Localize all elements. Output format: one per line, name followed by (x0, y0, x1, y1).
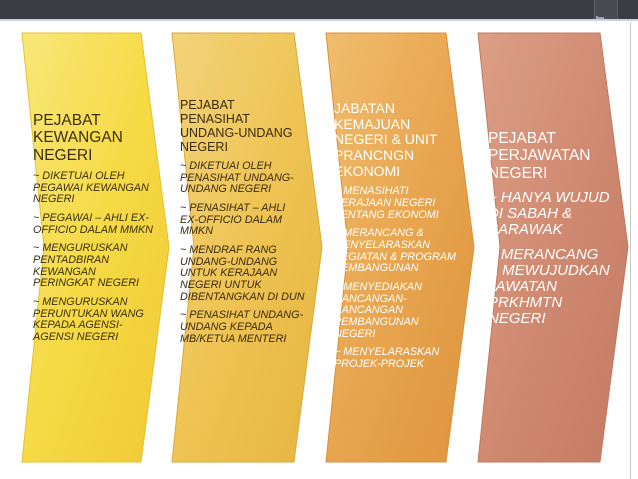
panel-heading: JABATAN KEMAJUAN NEGERI & UNIT PRANCNGN EKONOMI (334, 100, 438, 179)
panel-item: ~ PENASIHAT – AHLI EX-OFFICIO DALAM MMKN (180, 201, 286, 238)
panel-item: ~ DIKETUAI OLEH PEGAWAI KEWANGAN NEGERI (33, 170, 149, 206)
panel-heading: PEJABAT PENASIHAT UNDANG-UNDANG NEGERI (180, 98, 293, 154)
panel-heading: PEJABAT KEWANGAN NEGERI (33, 112, 123, 164)
panel-kemajuan (334, 101, 462, 371)
panel-item: ~ PENASIHAT UNDANG-UNDANG KEPADA MB/KETUA MENTERI (180, 309, 304, 345)
panel-heading: PEJABAT PERJAWATAN NEGERI (488, 130, 591, 182)
panel-item: ~ PEGAWAI – AHLI EX-OFFICIO DALAM MMKN (33, 212, 153, 236)
panel-item: ~ MENYEDIAKAN RANCANGAN-RANCANGAN PEMBANGUNAN NEGERI (334, 280, 422, 340)
panel-perjawatan (488, 130, 612, 328)
panel-item: ~ DIKETUAI OLEH PENASIHAT UNDANG-UNDANG NEGERI (180, 160, 294, 196)
panel-kewangan (33, 112, 157, 344)
panel-item: ~ MERANCANG & MENYELARASKAN KEGIATAN & PROGRAM PEMBANGUNAN (334, 227, 456, 275)
panel-item: ~ MENDRAF RANG UNDANG-UNDANG UNTUK KERAJAAN NEGERI UNTUK DIBENTANGKAN DI DUN (180, 243, 305, 303)
panel-item: ~ MENYELARASKAN PROJEK-PROJEK (334, 346, 440, 370)
panel-item: ~ MENGURUSKAN PENTADBIRAN KEWANGAN PERINGKAT NEGERI (33, 242, 139, 290)
panel-item: ~ MENGURUSKAN PERUNTUKAN WANG KEPADA AGENSI-AGENSI NEGERI (33, 295, 144, 343)
panel-penasihat (180, 98, 305, 345)
panel-item: ~ MENASIHATI KERAJAAN NEGERI TENTANG EKONOMI (334, 185, 439, 221)
panel-item: ~ MERANCANG & MEWUJUDKAN JAWATAN PRKHMTN NEGERI (488, 245, 610, 328)
panel-item: ~ HANYA WUJUD DI SABAH & SARAWAK (488, 189, 610, 239)
